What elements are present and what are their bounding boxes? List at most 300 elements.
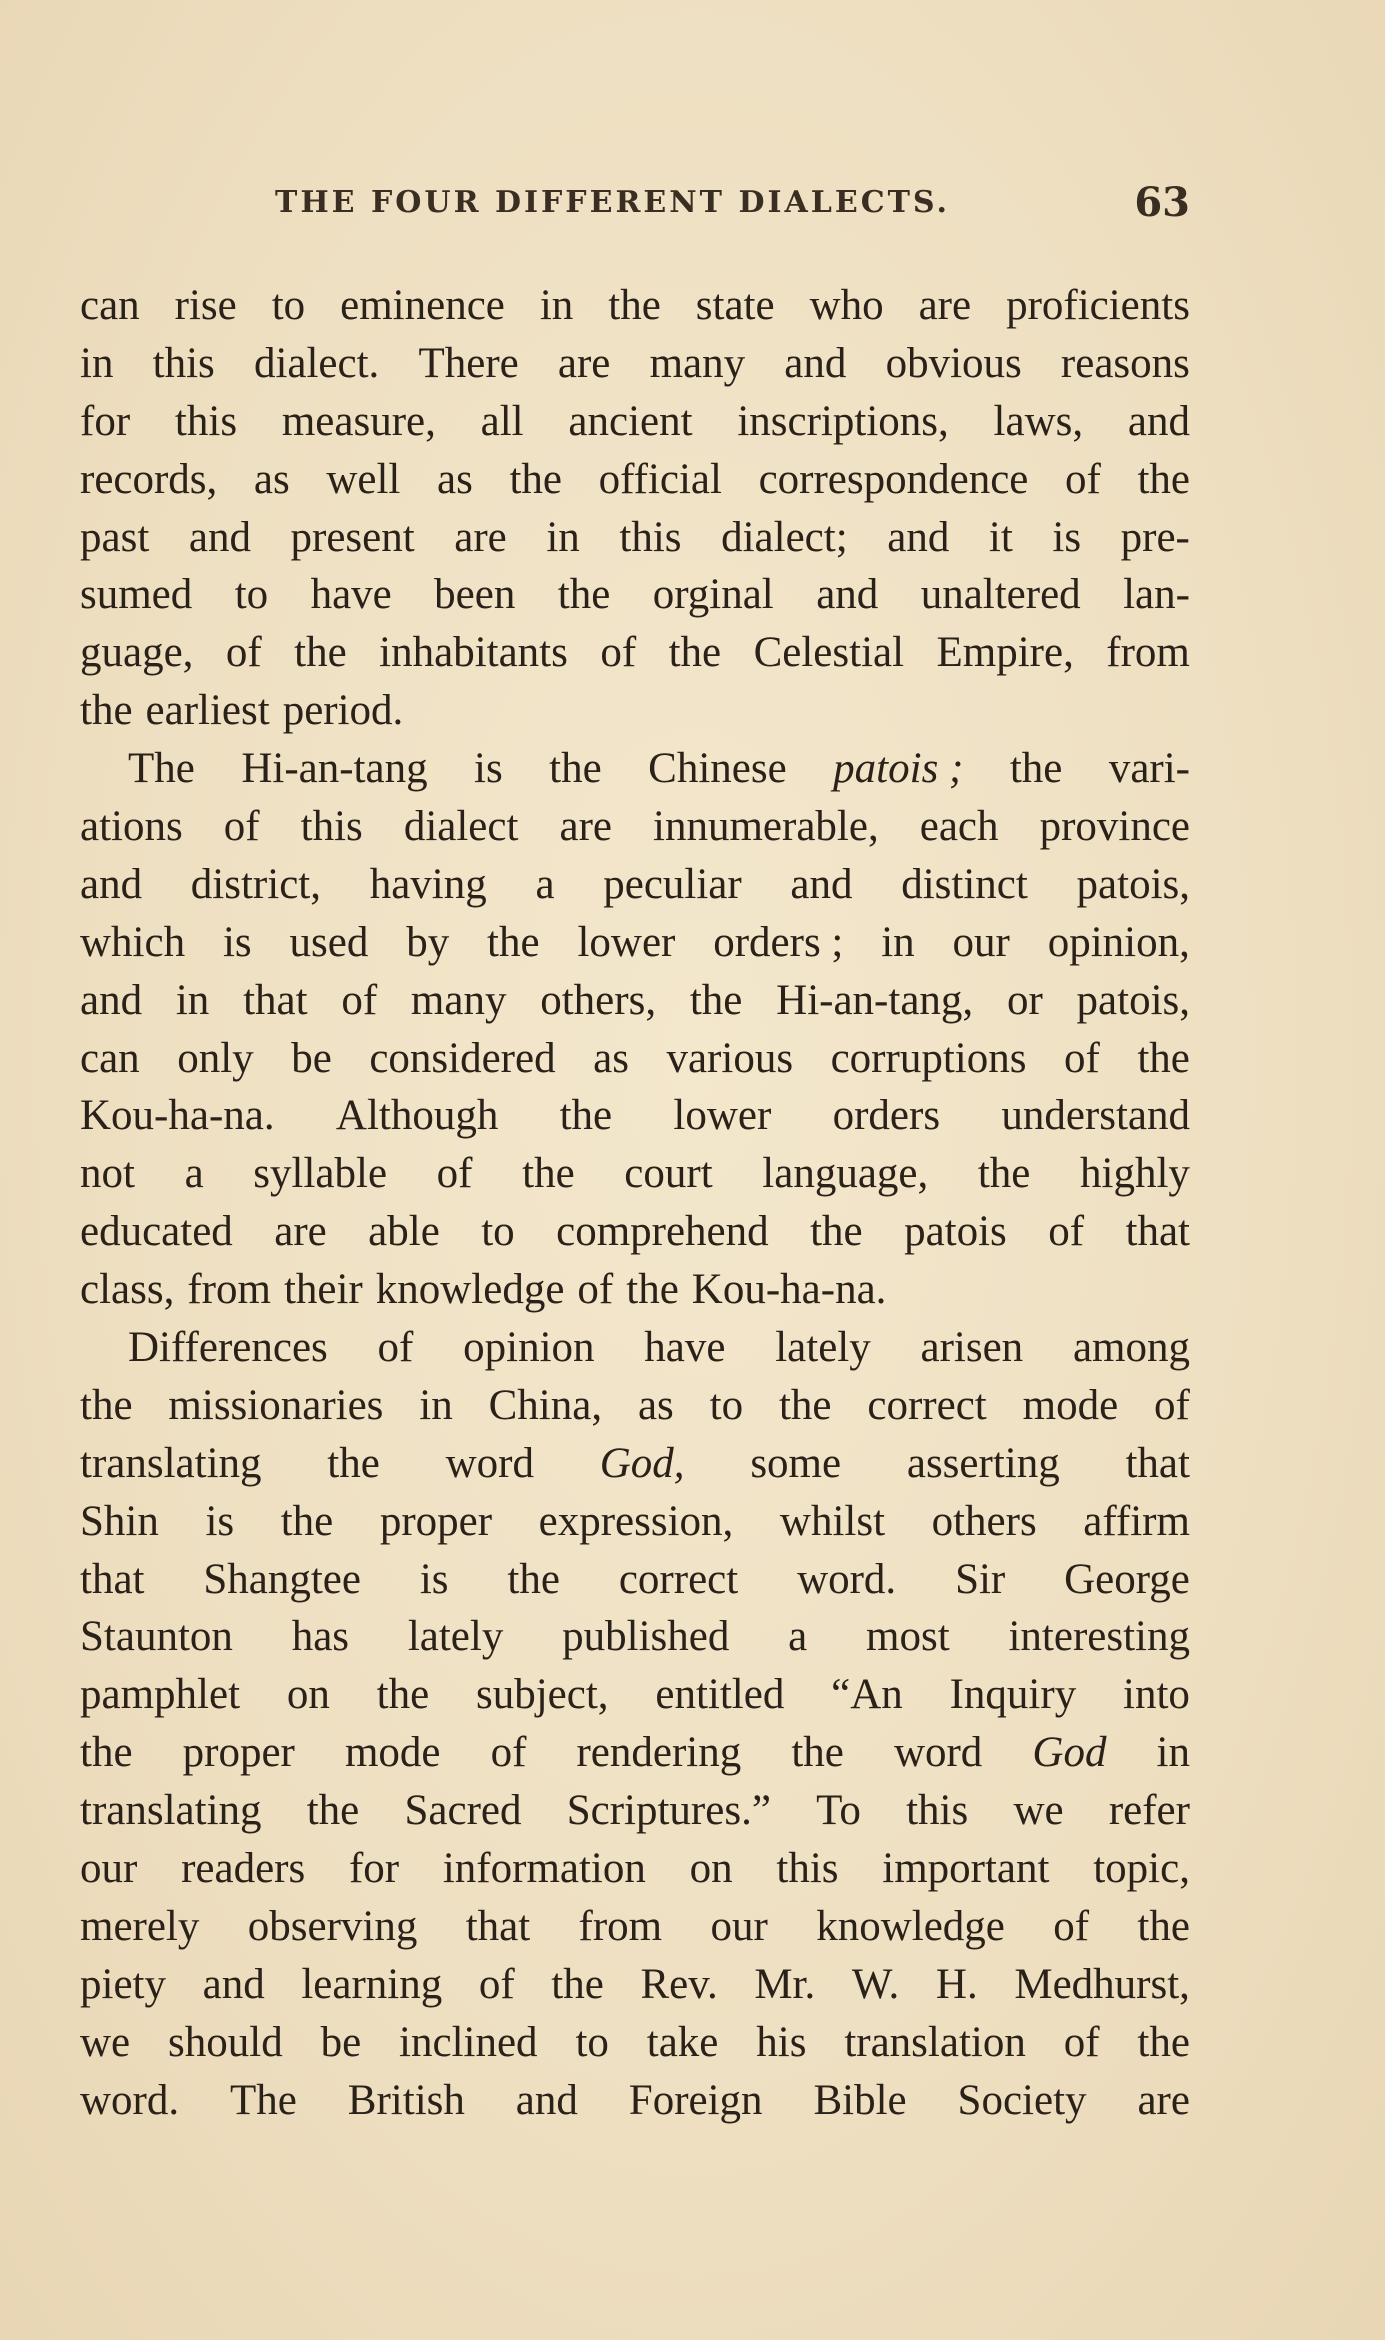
word: mode xyxy=(1022,1381,1119,1429)
word: Differences xyxy=(128,1324,328,1372)
word: Shin xyxy=(80,1497,159,1545)
word: as xyxy=(437,455,473,503)
word: topic, xyxy=(1093,1845,1190,1893)
word: Chinese xyxy=(648,745,787,793)
word: affirm xyxy=(1083,1497,1190,1545)
word: period. xyxy=(282,687,404,735)
text-line xyxy=(80,972,1190,1030)
word: peculiar xyxy=(603,860,742,908)
word: innumerable, xyxy=(653,803,879,851)
word: been xyxy=(434,571,516,619)
word: mode xyxy=(344,1729,441,1777)
word: knowledge xyxy=(816,1902,1005,1950)
word: can xyxy=(80,1034,140,1082)
word: patois, xyxy=(1076,860,1190,908)
word: each xyxy=(919,803,999,851)
word: are xyxy=(559,803,612,851)
word: from xyxy=(1106,629,1190,677)
word: past xyxy=(80,513,150,561)
word: patois, xyxy=(1076,976,1190,1024)
word: who xyxy=(809,282,884,329)
word: and xyxy=(816,571,879,619)
word: proper xyxy=(379,1497,493,1545)
word: piety xyxy=(80,1960,166,2008)
word: measure, xyxy=(281,397,436,445)
word: comprehend xyxy=(556,1208,769,1256)
word: translation xyxy=(844,2018,1026,2066)
text-line xyxy=(80,856,1190,914)
word: our xyxy=(80,1845,138,1893)
word: Bible xyxy=(813,2076,907,2124)
word: we xyxy=(1013,1787,1064,1835)
body-text xyxy=(80,277,1190,2130)
word: missionaries xyxy=(168,1381,384,1429)
text-line xyxy=(80,1493,1190,1551)
word: the xyxy=(376,1671,430,1719)
word: Hi-an-tang, xyxy=(776,976,974,1024)
word: subject, xyxy=(476,1671,609,1719)
word: The xyxy=(230,2076,297,2124)
word: lan- xyxy=(1123,571,1190,619)
word: “An xyxy=(831,1671,903,1719)
word: The xyxy=(128,745,195,793)
word: and xyxy=(1127,397,1190,445)
word: many xyxy=(649,339,746,387)
word: and xyxy=(202,1960,265,2008)
word: eminence xyxy=(340,282,505,329)
word: Although xyxy=(335,1092,499,1140)
word: the xyxy=(668,629,722,677)
word: the xyxy=(559,1092,613,1140)
text-line xyxy=(80,1030,1190,1088)
word: To xyxy=(816,1787,861,1835)
word: Kou-ha-na. xyxy=(80,1092,275,1140)
text-line xyxy=(80,1608,1190,1666)
word: unaltered xyxy=(920,571,1081,619)
text-line xyxy=(80,1551,1190,1609)
word: correct xyxy=(867,1381,987,1429)
word: obvious xyxy=(885,339,1022,387)
word: are xyxy=(1137,2076,1190,2124)
text-line xyxy=(80,1956,1190,2014)
word: inscriptions, xyxy=(737,397,949,445)
word: in xyxy=(546,513,580,561)
word: lower xyxy=(577,918,676,966)
word: are xyxy=(918,282,972,329)
word: translating xyxy=(80,1787,262,1835)
word: the xyxy=(1137,2018,1190,2066)
word: that xyxy=(465,1902,531,1950)
word: of xyxy=(1063,2018,1100,2066)
word: the xyxy=(549,745,602,793)
word: dialect. xyxy=(253,339,380,387)
word: it xyxy=(988,513,1013,561)
word: Inquiry xyxy=(949,1671,1077,1719)
text-line xyxy=(80,2072,1190,2130)
word: our xyxy=(710,1902,768,1950)
word: the xyxy=(327,1439,380,1487)
word: proper xyxy=(182,1729,295,1777)
word: from xyxy=(187,1266,271,1314)
word: observing xyxy=(247,1902,418,1950)
word: word. xyxy=(797,1555,897,1603)
word: of xyxy=(1154,1381,1190,1429)
text-line xyxy=(80,1840,1190,1898)
text-line xyxy=(80,1724,1190,1782)
word: not xyxy=(80,1150,135,1198)
word: well xyxy=(326,455,401,503)
word: British xyxy=(347,2076,465,2124)
text-line xyxy=(80,1145,1190,1203)
word: we xyxy=(80,2018,131,2066)
word: published xyxy=(562,1613,730,1661)
word: of xyxy=(225,629,262,677)
word: the xyxy=(80,1381,133,1429)
word: Medhurst, xyxy=(1014,1960,1190,2008)
word: are xyxy=(274,1208,327,1256)
word: is xyxy=(205,1497,235,1545)
word: learning xyxy=(301,1960,443,2008)
word: Hi-an-tang xyxy=(241,745,428,793)
word: Celestial xyxy=(753,629,905,677)
word: the xyxy=(791,1729,844,1777)
word: of xyxy=(577,1266,614,1314)
word: be xyxy=(291,1034,332,1082)
text-line xyxy=(80,682,1190,740)
word: to xyxy=(709,1381,744,1429)
word: official xyxy=(598,455,722,503)
word: the xyxy=(557,571,611,619)
word: is xyxy=(222,918,252,966)
word: of xyxy=(436,1150,473,1198)
word: guage, xyxy=(80,629,194,677)
word: this xyxy=(174,397,238,445)
word: refer xyxy=(1108,1787,1190,1835)
word: language, xyxy=(762,1150,929,1198)
word: arisen xyxy=(920,1324,1024,1372)
word: knowledge xyxy=(375,1266,565,1314)
word: various xyxy=(666,1034,794,1082)
word: patois ; xyxy=(833,745,964,793)
word: for xyxy=(348,1845,400,1893)
word: reasons xyxy=(1060,339,1190,387)
word: that xyxy=(1125,1439,1190,1487)
word: be xyxy=(320,2018,362,2066)
word: orders xyxy=(832,1092,941,1140)
word: of xyxy=(1053,1902,1090,1950)
word: this xyxy=(776,1845,839,1893)
word: Staunton xyxy=(80,1613,233,1661)
word: state xyxy=(695,282,775,329)
word: the xyxy=(280,1497,334,1545)
word: rendering xyxy=(576,1729,742,1777)
word: take xyxy=(646,2018,719,2066)
running-title: THE FOUR DIFFERENT DIALECTS. xyxy=(275,185,950,220)
word: dialect; xyxy=(721,513,848,561)
word: lower xyxy=(673,1092,772,1140)
word: are xyxy=(454,513,507,561)
word: the xyxy=(80,1729,133,1777)
word: highly xyxy=(1080,1150,1190,1198)
text-line xyxy=(80,1377,1190,1435)
word: of xyxy=(490,1729,527,1777)
word: Mr. xyxy=(754,1960,816,2008)
word: W. xyxy=(851,1960,900,2008)
word: word xyxy=(893,1729,983,1777)
word: to xyxy=(271,282,306,329)
word: educated xyxy=(80,1208,233,1256)
word: Foreign xyxy=(628,2076,763,2124)
word: Empire, xyxy=(936,629,1074,677)
word: has xyxy=(291,1613,350,1661)
word: the xyxy=(80,687,133,735)
word: of xyxy=(377,1324,414,1372)
word: others xyxy=(931,1497,1037,1545)
word: Rev. xyxy=(640,1960,718,2008)
word: information xyxy=(442,1845,646,1893)
word: the xyxy=(1009,745,1063,793)
word: opinion, xyxy=(1047,918,1190,966)
word: have xyxy=(644,1324,726,1372)
word: and xyxy=(790,860,853,908)
word: records, xyxy=(80,455,218,503)
text-line xyxy=(80,1898,1190,1956)
word: the xyxy=(977,1150,1031,1198)
word: that xyxy=(80,1555,145,1603)
word: word. xyxy=(80,2076,180,2124)
word: many xyxy=(410,976,507,1024)
page-number: 63 xyxy=(1134,179,1190,226)
text-line xyxy=(80,566,1190,624)
word: the xyxy=(509,455,562,503)
word: and xyxy=(515,2076,578,2124)
text-line xyxy=(80,393,1190,451)
word: is xyxy=(419,1555,449,1603)
word: expression, xyxy=(538,1497,734,1545)
word: can xyxy=(80,282,140,329)
word: Society xyxy=(957,2076,1087,2124)
text-line xyxy=(80,1666,1190,1724)
word: his xyxy=(756,2018,807,2066)
word: from xyxy=(578,1902,663,1950)
word: Kou-ha-na. xyxy=(691,1266,887,1314)
word: inhabitants xyxy=(379,629,568,677)
word: able xyxy=(368,1208,440,1256)
word: patois xyxy=(904,1208,1007,1256)
word: important xyxy=(882,1845,1050,1893)
word: class, xyxy=(80,1266,175,1314)
word: court xyxy=(624,1150,713,1198)
word: H. xyxy=(935,1960,978,2008)
word: should xyxy=(168,2018,283,2066)
text-line xyxy=(80,1782,1190,1840)
text-line xyxy=(80,624,1190,682)
word: lately xyxy=(775,1324,871,1372)
word: the xyxy=(1137,1902,1190,1950)
word: of xyxy=(223,803,260,851)
word: the xyxy=(778,1381,832,1429)
word: as xyxy=(253,455,290,503)
word: having xyxy=(369,860,487,908)
word: syllable xyxy=(253,1150,388,1198)
word: the xyxy=(810,1208,863,1256)
word: among xyxy=(1072,1324,1190,1372)
word: understand xyxy=(1001,1092,1190,1140)
word: and xyxy=(887,513,950,561)
word: distinct xyxy=(901,860,1028,908)
word: the xyxy=(551,1960,604,2008)
word: of xyxy=(1063,1034,1100,1082)
word: the xyxy=(294,629,347,677)
word: the xyxy=(306,1787,360,1835)
word: correct xyxy=(618,1555,739,1603)
word: used xyxy=(289,918,369,966)
word: dialect xyxy=(403,803,519,851)
text-line xyxy=(80,1319,1190,1377)
word: this xyxy=(152,339,215,387)
page-header xyxy=(80,179,1190,245)
word: of xyxy=(1048,1208,1085,1256)
word: have xyxy=(310,571,392,619)
word: and xyxy=(80,976,143,1024)
word: ations xyxy=(80,803,183,851)
word: and xyxy=(188,513,251,561)
word: only xyxy=(177,1034,254,1082)
word: the xyxy=(608,282,661,329)
word: readers xyxy=(181,1845,306,1893)
word: in xyxy=(175,976,210,1024)
word: in xyxy=(1156,1729,1190,1777)
word: are xyxy=(557,339,611,387)
word: is xyxy=(474,745,503,793)
word: There xyxy=(418,339,519,387)
word: and xyxy=(784,339,847,387)
word: or xyxy=(1006,976,1043,1024)
word: of xyxy=(478,1960,515,2008)
word: the xyxy=(522,1150,575,1198)
text-line xyxy=(80,2014,1190,2072)
word: of xyxy=(1065,455,1101,503)
word: God xyxy=(1032,1729,1107,1777)
word: earliest xyxy=(145,687,270,735)
word: translating xyxy=(80,1439,262,1487)
word: our xyxy=(952,918,1010,966)
word: correspondence xyxy=(758,455,1029,503)
word: to xyxy=(481,1208,515,1256)
word: vari- xyxy=(1108,745,1190,793)
word: district, xyxy=(190,860,321,908)
word: most xyxy=(866,1613,950,1661)
word: as xyxy=(637,1381,674,1429)
word: George xyxy=(1064,1555,1190,1603)
word: Sir xyxy=(955,1555,1006,1603)
word: lately xyxy=(407,1613,504,1661)
word: of xyxy=(341,976,378,1024)
word: Scriptures.” xyxy=(566,1787,771,1835)
word: entitled xyxy=(655,1671,785,1719)
word: laws, xyxy=(993,397,1084,445)
word: that xyxy=(243,976,308,1024)
word: pre- xyxy=(1120,513,1190,561)
word: the xyxy=(1137,1034,1190,1082)
text-line xyxy=(80,798,1190,856)
text-line xyxy=(80,1261,1190,1319)
word: this xyxy=(619,513,682,561)
word: inclined xyxy=(399,2018,538,2066)
word: orginal xyxy=(652,571,774,619)
word: interesting xyxy=(1008,1613,1190,1661)
text-line xyxy=(80,277,1190,335)
word: pamphlet xyxy=(80,1671,241,1719)
word: and xyxy=(80,860,143,908)
text-line xyxy=(80,335,1190,393)
word: asserting xyxy=(906,1439,1060,1487)
word: their xyxy=(283,1266,363,1314)
word: to xyxy=(575,2018,609,2066)
text-line xyxy=(80,451,1190,509)
text-line xyxy=(80,509,1190,567)
word: on xyxy=(689,1845,733,1893)
word: rise xyxy=(174,282,237,329)
word: the xyxy=(487,918,540,966)
word: in xyxy=(419,1381,453,1429)
text-line xyxy=(80,1087,1190,1145)
word: Shangtee xyxy=(203,1555,361,1603)
word: this xyxy=(906,1787,969,1835)
word: others, xyxy=(540,976,657,1024)
word: ancient xyxy=(568,397,693,445)
word: whilst xyxy=(779,1497,886,1545)
word: merely xyxy=(80,1902,200,1950)
word: present xyxy=(290,513,415,561)
text-line xyxy=(80,740,1190,798)
word: to xyxy=(234,571,269,619)
word: considered xyxy=(369,1034,556,1082)
word: province xyxy=(1039,803,1190,851)
word: the xyxy=(1137,455,1190,503)
word: orders ; xyxy=(713,918,844,966)
word: corruptions xyxy=(830,1034,1027,1082)
word: a xyxy=(184,1150,204,1198)
word: the xyxy=(626,1266,679,1314)
word: in xyxy=(881,918,915,966)
text-line xyxy=(80,914,1190,972)
word: some xyxy=(750,1439,842,1487)
word: as xyxy=(593,1034,629,1082)
word: of xyxy=(600,629,637,677)
word: a xyxy=(788,1613,808,1661)
word: Sacred xyxy=(404,1787,522,1835)
word: opinion xyxy=(463,1324,595,1372)
word: word xyxy=(445,1439,534,1487)
word: the xyxy=(507,1555,560,1603)
word: a xyxy=(535,860,555,908)
word: this xyxy=(300,803,363,851)
word: China, xyxy=(488,1381,603,1429)
word: on xyxy=(286,1671,330,1719)
word: in xyxy=(80,339,114,387)
word: which xyxy=(80,918,186,966)
word: is xyxy=(1052,513,1082,561)
word: that xyxy=(1125,1208,1190,1256)
text-line xyxy=(80,1203,1190,1261)
word: God, xyxy=(599,1439,685,1487)
text-line xyxy=(80,1435,1190,1493)
word: by xyxy=(406,918,450,966)
word: proficients xyxy=(1006,282,1190,329)
word: all xyxy=(480,397,524,445)
word: in xyxy=(539,282,574,329)
